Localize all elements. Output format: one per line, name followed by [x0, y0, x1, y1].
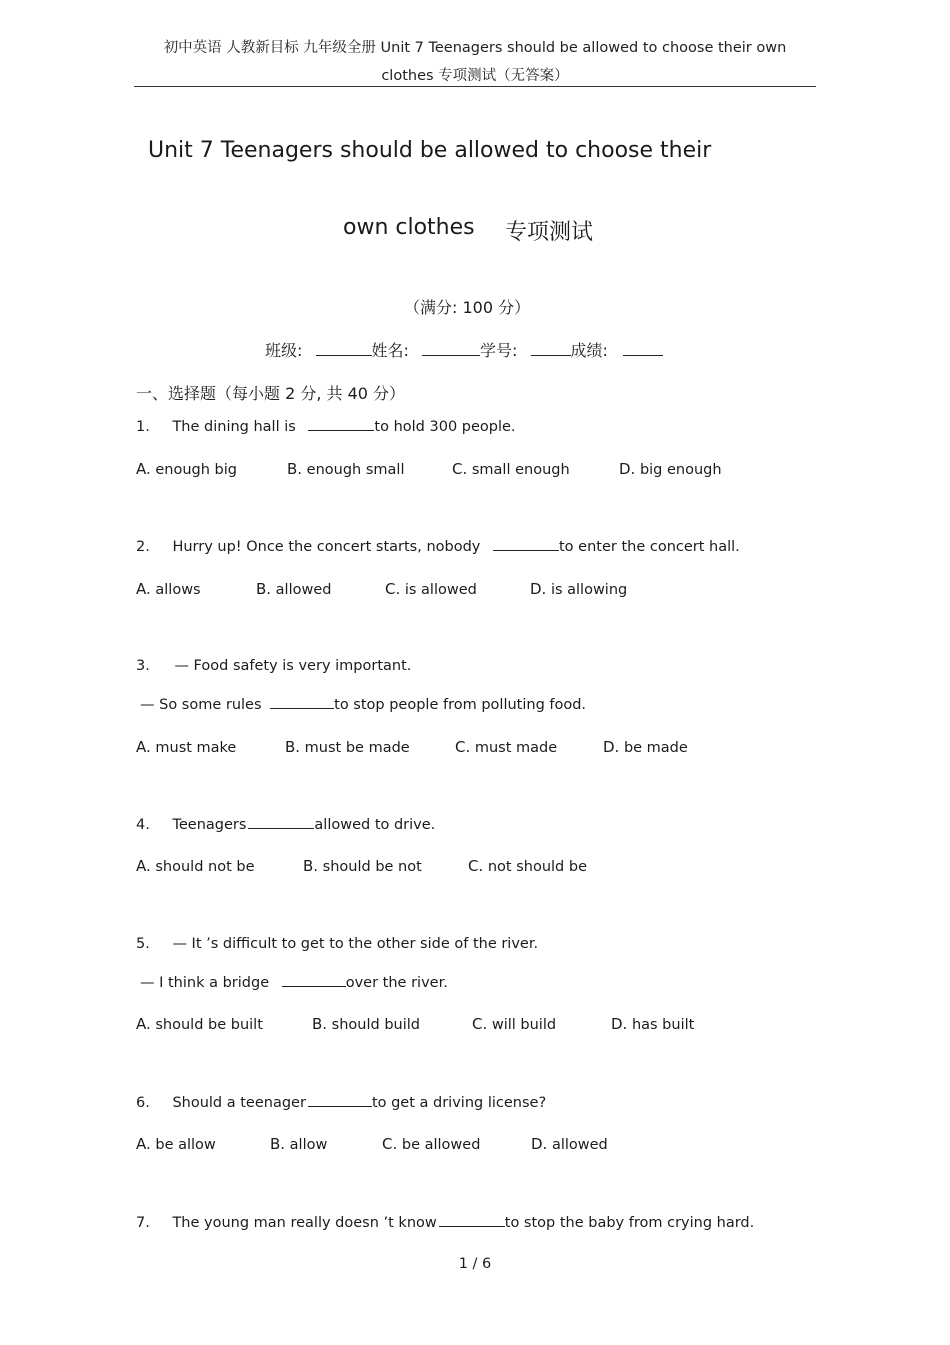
question-7 [136, 1215, 754, 1231]
answer-blank[interactable] [282, 985, 346, 987]
grade-blank[interactable] [623, 354, 663, 356]
option-letter: C. [382, 1135, 398, 1153]
option-text: not should be [487, 859, 587, 875]
option-5b[interactable] [312, 1015, 420, 1033]
option-letter: B. [312, 1015, 328, 1033]
option-text: allowed [275, 582, 332, 598]
option-6a[interactable] [136, 1135, 216, 1153]
option-text: allow [289, 1137, 328, 1153]
question-text: — It ’s difficult to get to the other side of the river. [172, 936, 539, 952]
question-5-line2 [140, 975, 448, 991]
id-blank[interactable] [531, 354, 571, 356]
question-number: 5. [136, 936, 150, 952]
name-label: 姓名: [371, 341, 409, 360]
option-2c[interactable] [385, 580, 477, 598]
option-1c[interactable] [452, 460, 570, 478]
option-5d[interactable] [611, 1015, 694, 1033]
answer-blank[interactable] [248, 827, 314, 829]
option-2b[interactable] [256, 580, 331, 598]
answer-blank[interactable] [270, 707, 334, 709]
option-letter: A. [136, 1015, 151, 1033]
option-letter: A. [136, 580, 151, 598]
option-letter: B. [287, 460, 303, 478]
option-6d[interactable] [531, 1135, 608, 1153]
question-number: 2. [136, 539, 150, 555]
option-letter: A. [136, 1135, 151, 1153]
option-letter: B. [285, 738, 301, 756]
option-letter: A. [136, 857, 151, 875]
answer-blank[interactable] [308, 429, 374, 431]
question-text: — I think a bridge [140, 975, 270, 991]
question-text: to stop people from polluting food. [334, 697, 587, 713]
question-text: over the river. [345, 975, 448, 991]
score-total: （满分: 100 分） [404, 298, 531, 317]
question-text: The dining hall is [172, 419, 296, 435]
option-1a[interactable] [136, 460, 237, 478]
option-text: be made [623, 740, 688, 756]
question-2 [136, 539, 740, 555]
name-blank[interactable] [422, 354, 480, 356]
question-6 [136, 1095, 546, 1111]
option-letter: D. [611, 1015, 628, 1033]
option-letter: B. [270, 1135, 286, 1153]
option-3b[interactable] [285, 738, 410, 756]
option-3a[interactable] [136, 738, 236, 756]
option-text: should be built [155, 1017, 263, 1033]
option-4a[interactable] [136, 857, 255, 875]
option-text: must be made [304, 740, 410, 756]
option-letter: C. [385, 580, 401, 598]
option-letter: C. [455, 738, 471, 756]
question-3-line2 [140, 697, 586, 713]
title-line2-chinese: 专项测试 [505, 220, 594, 245]
option-text: be allowed [401, 1137, 481, 1153]
page-header-line1: 初中英语 人教新目标 九年级全册 Unit 7 Teenagers should be allowed to choose their own [163, 40, 787, 56]
grade-label: 成绩: [570, 341, 608, 360]
option-letter: D. [603, 738, 620, 756]
question-text: — So some rules [140, 697, 262, 713]
answer-blank[interactable] [493, 549, 559, 551]
answer-blank[interactable] [308, 1105, 372, 1107]
option-3c[interactable] [455, 738, 557, 756]
question-5 [136, 936, 538, 952]
section-heading: 一、选择题（每小题 2 分, 共 40 分） [136, 384, 406, 403]
question-text: allowed to drive. [314, 817, 436, 833]
answer-blank[interactable] [439, 1225, 505, 1227]
option-text: should be not [322, 859, 422, 875]
question-text: Should a teenager [172, 1095, 306, 1111]
option-5a[interactable] [136, 1015, 263, 1033]
option-letter: D. [619, 460, 636, 478]
option-letter: A. [136, 738, 151, 756]
option-2d[interactable] [530, 580, 627, 598]
page-header-line2: clothes 专项测试（无答案） [381, 68, 569, 84]
question-text: to hold 300 people. [374, 419, 516, 435]
question-1 [136, 419, 516, 435]
option-text: should build [331, 1017, 420, 1033]
option-1b[interactable] [287, 460, 404, 478]
option-text: is allowed [404, 582, 477, 598]
option-6b[interactable] [270, 1135, 327, 1153]
class-label: 班级: [265, 341, 303, 360]
option-letter: D. [531, 1135, 548, 1153]
page-number: 1 / 6 [458, 1256, 492, 1272]
option-text: must make [155, 740, 237, 756]
question-number: 4. [136, 817, 150, 833]
option-2a[interactable] [136, 580, 201, 598]
question-text: Hurry up! Once the concert starts, nobody [172, 539, 481, 555]
id-label: 学号: [480, 341, 518, 360]
question-3 [136, 658, 411, 674]
student-info-fields [265, 338, 663, 361]
option-text: is allowing [550, 582, 628, 598]
option-6c[interactable] [382, 1135, 480, 1153]
option-letter: C. [468, 857, 484, 875]
question-number: 7. [136, 1215, 150, 1231]
question-text: — Food safety is very important. [174, 658, 412, 674]
option-4b[interactable] [303, 857, 422, 875]
option-text: allows [155, 582, 201, 598]
question-text: to enter the concert hall. [559, 539, 740, 555]
option-letter: B. [256, 580, 272, 598]
option-text: will build [491, 1017, 557, 1033]
option-text: small enough [471, 462, 570, 478]
option-text: big enough [639, 462, 722, 478]
option-text: enough big [155, 462, 237, 478]
option-3d[interactable] [603, 738, 688, 756]
option-1d[interactable] [619, 460, 722, 478]
question-number: 1. [136, 419, 150, 435]
option-letter: A. [136, 460, 151, 478]
option-text: allowed [551, 1137, 608, 1153]
option-text: has built [631, 1017, 695, 1033]
option-letter: B. [303, 857, 319, 875]
option-4c[interactable] [468, 857, 587, 875]
question-text: to stop the baby from crying hard. [504, 1215, 755, 1231]
class-blank[interactable] [316, 354, 372, 356]
question-text: The young man really doesn ’t know [172, 1215, 437, 1231]
option-letter: D. [530, 580, 547, 598]
option-letter: C. [472, 1015, 488, 1033]
question-number: 3. [136, 658, 150, 674]
option-text: enough small [306, 462, 405, 478]
question-text: Teenagers [172, 817, 247, 833]
question-4 [136, 817, 435, 833]
option-5c[interactable] [472, 1015, 556, 1033]
option-text: must made [474, 740, 558, 756]
header-divider [134, 86, 816, 87]
question-text: to get a driving license? [371, 1095, 547, 1111]
title-line2-english: own clothes [343, 215, 475, 240]
option-letter: C. [452, 460, 468, 478]
question-number: 6. [136, 1095, 150, 1111]
option-text: should not be [155, 859, 255, 875]
title-line1: Unit 7 Teenagers should be allowed to choose their [148, 138, 712, 163]
option-text: be allow [155, 1137, 216, 1153]
